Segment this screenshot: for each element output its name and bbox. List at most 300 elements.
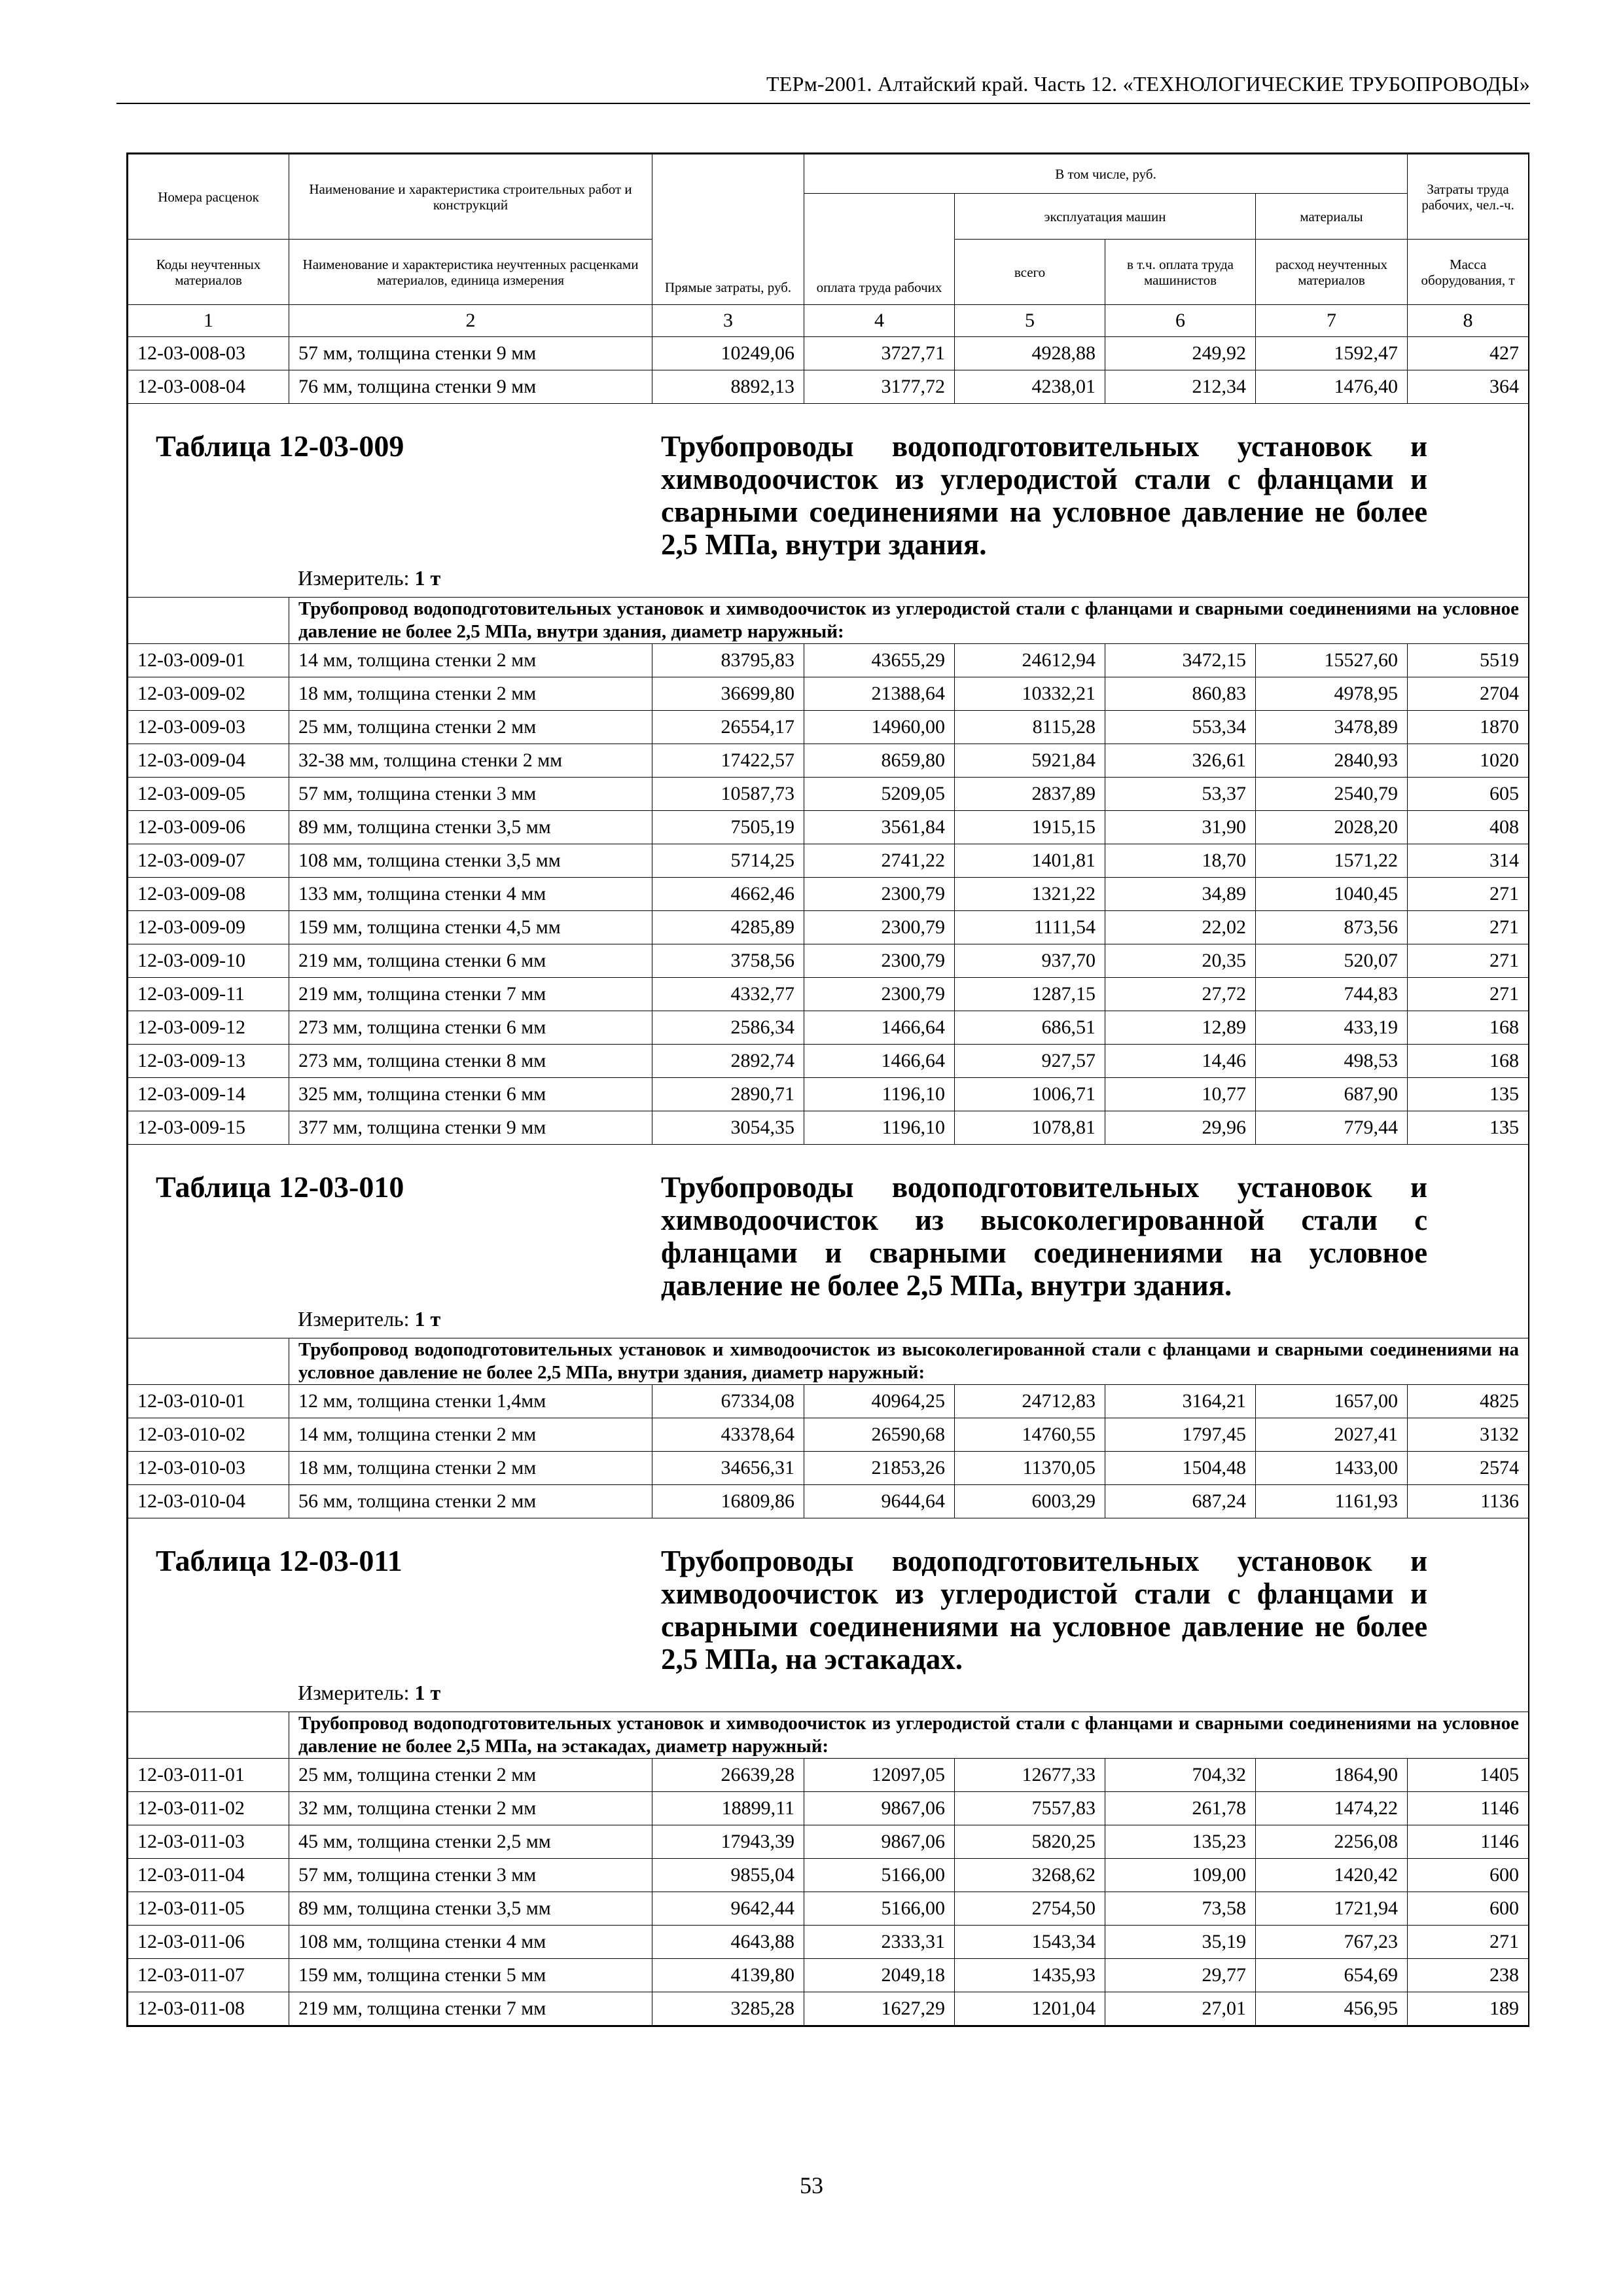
machines-operators-cell: 29,96 — [1105, 1111, 1256, 1145]
machines-operators-cell: 687,24 — [1105, 1485, 1256, 1518]
materials-cell: 1040,45 — [1256, 878, 1408, 911]
materials-cell: 873,56 — [1256, 911, 1408, 944]
labor-pay-cell: 8659,80 — [804, 744, 955, 778]
materials-cell: 4978,95 — [1256, 677, 1408, 711]
labor-costs-cell: 605 — [1408, 778, 1529, 811]
labor-costs-cell: 271 — [1408, 978, 1529, 1011]
machines-operators-cell: 135,23 — [1105, 1825, 1256, 1859]
rate-code-cell: 12-03-011-06 — [128, 1926, 289, 1959]
table-title: Трубопроводы водоподготовительных установок и химводоочисток из высоколегированной стали с фланцами и сварными соединениями на условное давление не более 2,5 МПа, внутри здания. — [661, 1171, 1428, 1302]
direct-costs-cell: 4285,89 — [652, 911, 804, 944]
table-row — [128, 1111, 1529, 1145]
table-title: Трубопроводы водоподготовительных установок и химводоочисток из углеродистой стали с фланцами и сварными соединениями на условное давление не более 2,5 МПа, внутри здания. — [661, 430, 1428, 561]
head-col2-top: Наименование и характеристика строительных работ и конструкций — [289, 154, 652, 240]
labor-pay-cell: 14960,00 — [804, 711, 955, 744]
labor-costs-cell: 364 — [1408, 370, 1529, 404]
rate-code-cell: 12-03-010-01 — [128, 1385, 289, 1418]
table-row — [128, 1926, 1529, 1959]
labor-costs-cell: 271 — [1408, 1926, 1529, 1959]
table-caption-row — [128, 404, 1529, 598]
item-name-cell: 32 мм, толщина стенки 2 мм — [289, 1792, 652, 1825]
machines-total-cell: 2754,50 — [955, 1892, 1105, 1926]
machines-total-cell: 10332,21 — [955, 677, 1105, 711]
direct-costs-cell: 5714,25 — [652, 844, 804, 878]
machines-total-cell: 1111,54 — [955, 911, 1105, 944]
materials-cell: 456,95 — [1256, 1992, 1408, 2026]
machines-operators-cell: 212,34 — [1105, 370, 1256, 404]
labor-pay-cell: 1196,10 — [804, 1078, 955, 1111]
labor-costs-cell: 189 — [1408, 1992, 1529, 2026]
item-name-cell: 377 мм, толщина стенки 9 мм — [289, 1111, 652, 1145]
table-row — [128, 1959, 1529, 1992]
labor-costs-cell: 271 — [1408, 911, 1529, 944]
labor-pay-cell: 1627,29 — [804, 1992, 955, 2026]
machines-total-cell: 24612,94 — [955, 644, 1105, 677]
machines-operators-cell: 31,90 — [1105, 811, 1256, 844]
labor-pay-cell: 5209,05 — [804, 778, 955, 811]
machines-operators-cell: 1504,48 — [1105, 1452, 1256, 1485]
table-row — [128, 1452, 1529, 1485]
rate-code-cell: 12-03-009-06 — [128, 811, 289, 844]
table-title: Трубопроводы водоподготовительных установок и химводоочисток из углеродистой стали с фланцами и сварными соединениями на условное давление не более 2,5 МПа, на эстакадах. — [661, 1545, 1428, 1676]
unit-of-measure — [298, 561, 1519, 597]
materials-cell: 1592,47 — [1256, 337, 1408, 370]
materials-cell: 1161,93 — [1256, 1485, 1408, 1518]
machines-total-cell: 1321,22 — [955, 878, 1105, 911]
machines-operators-cell: 109,00 — [1105, 1859, 1256, 1892]
labor-costs-cell: 271 — [1408, 944, 1529, 978]
machines-operators-cell: 27,01 — [1105, 1992, 1256, 2026]
direct-costs-cell: 9642,44 — [652, 1892, 804, 1926]
table-row — [128, 1011, 1529, 1045]
item-name-cell: 219 мм, толщина стенки 7 мм — [289, 1992, 652, 2026]
table-row — [128, 711, 1529, 744]
machines-total-cell: 1287,15 — [955, 978, 1105, 1011]
column-number: 1 — [128, 305, 289, 337]
direct-costs-cell: 67334,08 — [652, 1385, 804, 1418]
rate-code-cell: 12-03-009-11 — [128, 978, 289, 1011]
machines-operators-cell: 53,37 — [1105, 778, 1256, 811]
machines-operators-cell: 20,35 — [1105, 944, 1256, 978]
machines-operators-cell: 1797,45 — [1105, 1418, 1256, 1452]
column-number: 2 — [289, 305, 652, 337]
table-row — [128, 337, 1529, 370]
machines-operators-cell: 14,46 — [1105, 1045, 1256, 1078]
head-including: В том числе, руб. — [804, 154, 1408, 194]
labor-costs-cell: 1020 — [1408, 744, 1529, 778]
machines-total-cell: 1543,34 — [955, 1926, 1105, 1959]
head-machines-operators: в т.ч. оплата труда машинистов — [1105, 240, 1256, 305]
rate-code-cell: 12-03-008-04 — [128, 370, 289, 404]
table-row — [128, 878, 1529, 911]
item-name-cell: 159 мм, толщина стенки 5 мм — [289, 1959, 652, 1992]
table-row — [128, 944, 1529, 978]
item-name-cell: 25 мм, толщина стенки 2 мм — [289, 711, 652, 744]
machines-operators-cell: 29,77 — [1105, 1959, 1256, 1992]
table-row — [128, 644, 1529, 677]
direct-costs-cell: 4139,80 — [652, 1959, 804, 1992]
unit-label: Измеритель: — [298, 1307, 410, 1331]
direct-costs-cell: 3054,35 — [652, 1111, 804, 1145]
rate-code-cell: 12-03-009-12 — [128, 1011, 289, 1045]
machines-operators-cell: 3472,15 — [1105, 644, 1256, 677]
direct-costs-cell: 10249,06 — [652, 337, 804, 370]
materials-cell: 498,53 — [1256, 1045, 1408, 1078]
labor-costs-cell: 1870 — [1408, 711, 1529, 744]
machines-total-cell: 4928,88 — [955, 337, 1105, 370]
direct-costs-cell: 26554,17 — [652, 711, 804, 744]
head-labor-pay: оплата труда рабочих — [804, 194, 955, 305]
labor-costs-cell: 408 — [1408, 811, 1529, 844]
materials-cell: 1433,00 — [1256, 1452, 1408, 1485]
machines-operators-cell: 34,89 — [1105, 878, 1256, 911]
table-row — [128, 778, 1529, 811]
unit-value: 1 т — [414, 1307, 441, 1331]
machines-total-cell: 12677,33 — [955, 1759, 1105, 1792]
machines-operators-cell: 10,77 — [1105, 1078, 1256, 1111]
materials-cell: 2256,08 — [1256, 1825, 1408, 1859]
materials-cell: 687,90 — [1256, 1078, 1408, 1111]
column-numbers-row — [128, 305, 1529, 337]
labor-pay-cell: 2300,79 — [804, 944, 955, 978]
column-number: 8 — [1408, 305, 1529, 337]
labor-pay-cell: 2300,79 — [804, 878, 955, 911]
direct-costs-cell: 10587,73 — [652, 778, 804, 811]
direct-costs-cell: 2586,34 — [652, 1011, 804, 1045]
machines-total-cell: 8115,28 — [955, 711, 1105, 744]
unit-value: 1 т — [414, 566, 441, 590]
item-name-cell: 18 мм, толщина стенки 2 мм — [289, 1452, 652, 1485]
table-number: Таблица 12-03-011 — [156, 1544, 402, 1577]
labor-costs-cell: 2574 — [1408, 1452, 1529, 1485]
item-name-cell: 14 мм, толщина стенки 2 мм — [289, 1418, 652, 1452]
machines-total-cell: 1201,04 — [955, 1992, 1105, 2026]
machines-total-cell: 3268,62 — [955, 1859, 1105, 1892]
head-materials-sub: расход неучтенных материалов — [1256, 240, 1408, 305]
direct-costs-cell: 26639,28 — [652, 1759, 804, 1792]
machines-operators-cell: 73,58 — [1105, 1892, 1256, 1926]
rate-code-cell: 12-03-009-01 — [128, 644, 289, 677]
rate-code-cell: 12-03-011-04 — [128, 1859, 289, 1892]
machines-operators-cell: 3164,21 — [1105, 1385, 1256, 1418]
direct-costs-cell: 2892,74 — [652, 1045, 804, 1078]
machines-operators-cell: 553,34 — [1105, 711, 1256, 744]
rate-code-cell: 12-03-009-09 — [128, 911, 289, 944]
table-row — [128, 1418, 1529, 1452]
machines-total-cell: 2837,89 — [955, 778, 1105, 811]
materials-cell: 1476,40 — [1256, 370, 1408, 404]
machines-total-cell: 14760,55 — [955, 1418, 1105, 1452]
group-description: Трубопровод водоподготовительных установок и химводоочисток из углеродистой стали с фланцами и сварными соединениями на условное давление не более 2,5 МПа, внутри здания, диаметр наружный: — [289, 598, 1529, 644]
item-name-cell: 18 мм, толщина стенки 2 мм — [289, 677, 652, 711]
item-name-cell: 45 мм, толщина стенки 2,5 мм — [289, 1825, 652, 1859]
group-description-row — [128, 1712, 1529, 1759]
direct-costs-cell: 16809,86 — [652, 1485, 804, 1518]
direct-costs-cell: 17422,57 — [652, 744, 804, 778]
direct-costs-cell: 83795,83 — [652, 644, 804, 677]
labor-pay-cell: 3177,72 — [804, 370, 955, 404]
machines-operators-cell: 35,19 — [1105, 1926, 1256, 1959]
unit-of-measure — [298, 1302, 1519, 1338]
machines-total-cell: 24712,83 — [955, 1385, 1105, 1418]
table-row — [128, 677, 1529, 711]
labor-pay-cell: 21388,64 — [804, 677, 955, 711]
labor-pay-cell: 1466,64 — [804, 1045, 955, 1078]
labor-costs-cell: 2704 — [1408, 677, 1529, 711]
machines-total-cell: 7557,83 — [955, 1792, 1105, 1825]
table-row — [128, 1759, 1529, 1792]
machines-total-cell: 4238,01 — [955, 370, 1105, 404]
item-name-cell: 133 мм, толщина стенки 4 мм — [289, 878, 652, 911]
labor-costs-cell: 600 — [1408, 1892, 1529, 1926]
price-table-sheet — [126, 152, 1529, 2027]
rate-code-cell: 12-03-011-02 — [128, 1792, 289, 1825]
labor-pay-cell: 3727,71 — [804, 337, 955, 370]
direct-costs-cell: 17943,39 — [652, 1825, 804, 1859]
item-name-cell: 219 мм, толщина стенки 6 мм — [289, 944, 652, 978]
materials-cell: 1571,22 — [1256, 844, 1408, 878]
head-col1-top: Номера расценок — [128, 154, 289, 240]
table-row — [128, 844, 1529, 878]
direct-costs-cell: 9855,04 — [652, 1859, 804, 1892]
labor-pay-cell: 3561,84 — [804, 811, 955, 844]
direct-costs-cell: 3758,56 — [652, 944, 804, 978]
rate-code-cell: 12-03-011-05 — [128, 1892, 289, 1926]
column-number: 3 — [652, 305, 804, 337]
labor-pay-cell: 9867,06 — [804, 1792, 955, 1825]
rate-code-cell: 12-03-009-13 — [128, 1045, 289, 1078]
labor-costs-cell: 1146 — [1408, 1792, 1529, 1825]
column-number: 4 — [804, 305, 955, 337]
item-name-cell: 14 мм, толщина стенки 2 мм — [289, 644, 652, 677]
item-name-cell: 32-38 мм, толщина стенки 2 мм — [289, 744, 652, 778]
machines-operators-cell: 27,72 — [1105, 978, 1256, 1011]
table-row — [128, 1825, 1529, 1859]
labor-costs-cell: 271 — [1408, 878, 1529, 911]
direct-costs-cell: 36699,80 — [652, 677, 804, 711]
labor-costs-cell: 135 — [1408, 1078, 1529, 1111]
machines-operators-cell: 22,02 — [1105, 911, 1256, 944]
item-name-cell: 25 мм, толщина стенки 2 мм — [289, 1759, 652, 1792]
labor-costs-cell: 135 — [1408, 1111, 1529, 1145]
head-direct-costs: Прямые затраты, руб. — [652, 154, 804, 305]
table-row — [128, 1992, 1529, 2026]
materials-cell: 654,69 — [1256, 1959, 1408, 1992]
labor-pay-cell: 9644,64 — [804, 1485, 955, 1518]
direct-costs-cell: 18899,11 — [652, 1792, 804, 1825]
item-name-cell: 56 мм, толщина стенки 2 мм — [289, 1485, 652, 1518]
table-row — [128, 744, 1529, 778]
rate-code-cell: 12-03-009-14 — [128, 1078, 289, 1111]
labor-costs-cell: 4825 — [1408, 1385, 1529, 1418]
labor-pay-cell: 9867,06 — [804, 1825, 955, 1859]
item-name-cell: 325 мм, толщина стенки 6 мм — [289, 1078, 652, 1111]
unit-label: Измеритель: — [298, 566, 410, 590]
machines-total-cell: 5820,25 — [955, 1825, 1105, 1859]
materials-cell: 15527,60 — [1256, 644, 1408, 677]
rate-code-cell: 12-03-011-01 — [128, 1759, 289, 1792]
labor-costs-cell: 168 — [1408, 1011, 1529, 1045]
item-name-cell: 57 мм, толщина стенки 3 мм — [289, 1859, 652, 1892]
column-number: 7 — [1256, 305, 1408, 337]
column-number: 5 — [955, 305, 1105, 337]
materials-cell: 1864,90 — [1256, 1759, 1408, 1792]
materials-cell: 767,23 — [1256, 1926, 1408, 1959]
labor-costs-cell: 314 — [1408, 844, 1529, 878]
materials-cell: 3478,89 — [1256, 711, 1408, 744]
labor-pay-cell: 2300,79 — [804, 911, 955, 944]
direct-costs-cell: 43378,64 — [652, 1418, 804, 1452]
rate-code-cell: 12-03-011-08 — [128, 1992, 289, 2026]
labor-costs-cell: 600 — [1408, 1859, 1529, 1892]
machines-operators-cell: 704,32 — [1105, 1759, 1256, 1792]
item-name-cell: 219 мм, толщина стенки 7 мм — [289, 978, 652, 1011]
labor-costs-cell: 427 — [1408, 337, 1529, 370]
table-caption-row — [128, 1518, 1529, 1712]
table-row — [128, 1485, 1529, 1518]
machines-operators-cell: 249,92 — [1105, 337, 1256, 370]
materials-cell: 1657,00 — [1256, 1385, 1408, 1418]
table-row — [128, 1792, 1529, 1825]
group-description-row — [128, 598, 1529, 644]
direct-costs-cell: 34656,31 — [652, 1452, 804, 1485]
table-caption-row — [128, 1145, 1529, 1338]
labor-costs-cell: 238 — [1408, 1959, 1529, 1992]
machines-operators-cell: 18,70 — [1105, 844, 1256, 878]
table-caption — [137, 1145, 1519, 1338]
machines-operators-cell: 860,83 — [1105, 677, 1256, 711]
table-row — [128, 370, 1529, 404]
rate-code-cell: 12-03-009-15 — [128, 1111, 289, 1145]
rate-code-cell: 12-03-009-05 — [128, 778, 289, 811]
group-description: Трубопровод водоподготовительных установок и химводоочисток из высоколегированной стали с фланцами и сварными соединениями на условное давление не более 2,5 МПа, внутри здания, диаметр наружный: — [289, 1338, 1529, 1385]
machines-total-cell: 11370,05 — [955, 1452, 1105, 1485]
page-number: 53 — [800, 2172, 823, 2198]
item-name-cell: 273 мм, толщина стенки 8 мм — [289, 1045, 652, 1078]
head-mass: Масса оборудования, т — [1408, 240, 1529, 305]
machines-total-cell: 686,51 — [955, 1011, 1105, 1045]
direct-costs-cell: 4662,46 — [652, 878, 804, 911]
unit-label: Измеритель: — [298, 1681, 410, 1704]
table-row — [128, 1385, 1529, 1418]
table-caption — [137, 1518, 1519, 1712]
column-number: 6 — [1105, 305, 1256, 337]
unit-value: 1 т — [414, 1681, 441, 1704]
machines-total-cell: 937,70 — [955, 944, 1105, 978]
labor-pay-cell: 2049,18 — [804, 1959, 955, 1992]
rate-code-cell: 12-03-009-08 — [128, 878, 289, 911]
machines-total-cell: 1401,81 — [955, 844, 1105, 878]
direct-costs-cell: 8892,13 — [652, 370, 804, 404]
materials-cell: 2028,20 — [1256, 811, 1408, 844]
machines-operators-cell: 12,89 — [1105, 1011, 1256, 1045]
table-body — [128, 337, 1529, 2026]
materials-cell: 2840,93 — [1256, 744, 1408, 778]
labor-pay-cell: 21853,26 — [804, 1452, 955, 1485]
materials-cell: 779,44 — [1256, 1111, 1408, 1145]
rate-code-cell: 12-03-008-03 — [128, 337, 289, 370]
item-name-cell: 108 мм, толщина стенки 4 мм — [289, 1926, 652, 1959]
item-name-cell: 76 мм, толщина стенки 9 мм — [289, 370, 652, 404]
materials-cell: 433,19 — [1256, 1011, 1408, 1045]
table-number: Таблица 12-03-010 — [156, 1170, 404, 1204]
rate-code-cell: 12-03-009-03 — [128, 711, 289, 744]
table-row — [128, 811, 1529, 844]
table-head — [128, 154, 1529, 337]
direct-costs-cell: 3285,28 — [652, 1992, 804, 2026]
machines-total-cell: 6003,29 — [955, 1485, 1105, 1518]
labor-costs-cell: 1136 — [1408, 1485, 1529, 1518]
rate-code-cell: 12-03-011-07 — [128, 1959, 289, 1992]
head-labor-costs: Затраты труда рабочих, чел.-ч. — [1408, 154, 1529, 240]
labor-costs-cell: 168 — [1408, 1045, 1529, 1078]
table-caption — [137, 404, 1519, 597]
labor-pay-cell: 1196,10 — [804, 1111, 955, 1145]
rate-code-cell: 12-03-009-07 — [128, 844, 289, 878]
head-materials: материалы — [1256, 194, 1408, 240]
unit-of-measure — [298, 1676, 1519, 1712]
labor-costs-cell: 1405 — [1408, 1759, 1529, 1792]
labor-pay-cell: 26590,68 — [804, 1418, 955, 1452]
materials-cell: 744,83 — [1256, 978, 1408, 1011]
materials-cell: 1420,42 — [1256, 1859, 1408, 1892]
item-name-cell: 89 мм, толщина стенки 3,5 мм — [289, 811, 652, 844]
labor-pay-cell: 43655,29 — [804, 644, 955, 677]
item-name-cell: 273 мм, толщина стенки 6 мм — [289, 1011, 652, 1045]
machines-total-cell: 927,57 — [955, 1045, 1105, 1078]
materials-cell: 2027,41 — [1256, 1418, 1408, 1452]
labor-pay-cell: 2300,79 — [804, 978, 955, 1011]
machines-total-cell: 5921,84 — [955, 744, 1105, 778]
running-header: ТЕРм-2001. Алтайский край. Часть 12. «ТЕХНОЛОГИЧЕСКИЕ ТРУБОПРОВОДЫ» — [116, 72, 1530, 104]
machines-total-cell: 1435,93 — [955, 1959, 1105, 1992]
direct-costs-cell: 2890,71 — [652, 1078, 804, 1111]
table-row — [128, 978, 1529, 1011]
machines-total-cell: 1078,81 — [955, 1111, 1105, 1145]
machines-operators-cell: 326,61 — [1105, 744, 1256, 778]
item-name-cell: 89 мм, толщина стенки 3,5 мм — [289, 1892, 652, 1926]
group-description-row — [128, 1338, 1529, 1385]
rate-code-cell: 12-03-009-10 — [128, 944, 289, 978]
direct-costs-cell: 4643,88 — [652, 1926, 804, 1959]
table-row — [128, 1045, 1529, 1078]
rate-code-cell: 12-03-009-02 — [128, 677, 289, 711]
item-name-cell: 57 мм, толщина стенки 3 мм — [289, 778, 652, 811]
item-name-cell: 159 мм, толщина стенки 4,5 мм — [289, 911, 652, 944]
head-machines-total: всего — [955, 240, 1105, 305]
head-col1-bottom: Коды неучтенных материалов — [128, 240, 289, 305]
rate-code-cell: 12-03-010-03 — [128, 1452, 289, 1485]
labor-pay-cell: 1466,64 — [804, 1011, 955, 1045]
table-row — [128, 1859, 1529, 1892]
item-name-cell: 12 мм, толщина стенки 1,4мм — [289, 1385, 652, 1418]
labor-pay-cell: 12097,05 — [804, 1759, 955, 1792]
machines-total-cell: 1915,15 — [955, 811, 1105, 844]
labor-pay-cell: 5166,00 — [804, 1859, 955, 1892]
rate-code-cell: 12-03-011-03 — [128, 1825, 289, 1859]
table-row — [128, 1892, 1529, 1926]
direct-costs-cell: 4332,77 — [652, 978, 804, 1011]
labor-pay-cell: 40964,25 — [804, 1385, 955, 1418]
materials-cell: 2540,79 — [1256, 778, 1408, 811]
labor-pay-cell: 2333,31 — [804, 1926, 955, 1959]
labor-costs-cell: 5519 — [1408, 644, 1529, 677]
head-col2-bottom: Наименование и характеристика неучтенных расценками материалов, единица измерения — [289, 240, 652, 305]
rate-code-cell: 12-03-010-02 — [128, 1418, 289, 1452]
table-number: Таблица 12-03-009 — [156, 429, 404, 463]
table-row — [128, 911, 1529, 944]
table-row — [128, 1078, 1529, 1111]
